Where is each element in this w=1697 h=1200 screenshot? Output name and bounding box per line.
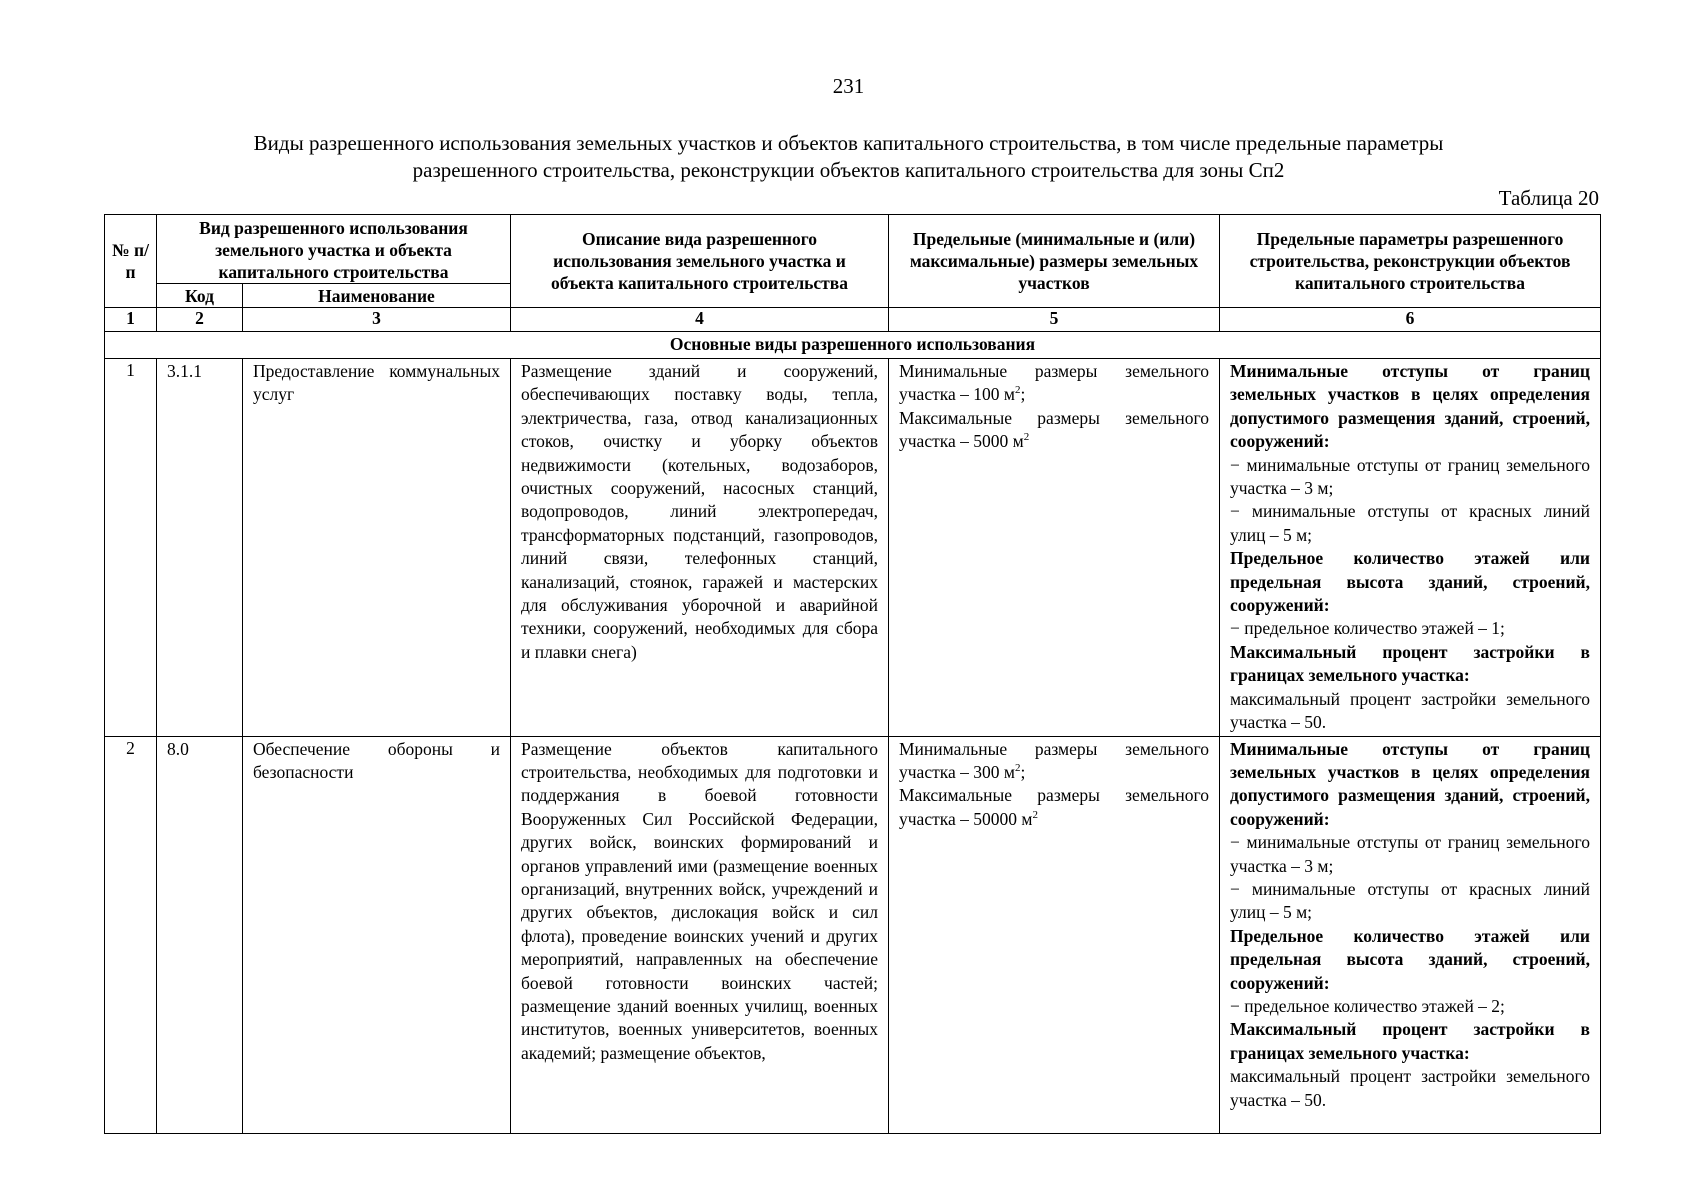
row-name: Обеспечение обороны и безопасности [243,736,511,1133]
row-num: 2 [105,736,157,1133]
section-title: Основные виды разрешенного использования [105,332,1601,359]
header-sizes: Предельные (минимальные и (или) максимальные) размеры земельных участков [889,215,1220,308]
header-code: Код [157,284,243,308]
column-number: 3 [243,308,511,332]
param-coverage-value: максимальный процент застройки земельного участка – 50. [1230,688,1590,733]
param-floors-value: − предельное количество этажей – 1; [1230,618,1505,639]
title-line-1: Виды разрешенного использования земельных участков и объектов капитального строительства, в том числе предельные параметры [253,131,1444,155]
column-numbers-row [105,308,1601,332]
page-number: 231 [832,74,865,98]
zoning-table [104,214,1601,1134]
param-setback-boundary: − минимальные отступы от границ земельного участка – 3 м; [1230,454,1590,499]
size-min: Минимальные размеры земельного участка – 300 $м^2$; [899,738,1209,782]
size-max: Максимальные размеры земельного участка – 50000 $м^2$ [899,785,1209,829]
param-setback-redline: − минимальные отступы от красных линий улиц – 5 м; [1230,878,1590,923]
section-row [105,332,1601,359]
column-number: 5 [889,308,1220,332]
column-number: 6 [1220,308,1601,332]
size-min: Минимальные размеры земельного участка – 100 $м^2$; [899,361,1209,405]
table-label: Таблица 20 [1498,186,1599,210]
row-name: Предоставление коммунальных услуг [243,359,511,737]
param-floors-value: − предельное количество этажей – 2; [1230,995,1505,1016]
document-title [140,130,1557,184]
header-type-group: Вид разрешенного использования земельного участка и объекта капитального строительства [157,215,511,284]
param-floors-heading: Предельное количество этажей или предельная высота зданий, строений, сооружений: [1230,548,1590,616]
row-sizes [889,736,1220,1133]
row-description: Размещение зданий и сооружений, обеспечивающих поставку воды, тепла, электричества, газа, отвод канализационных стоков, очистку и уборку объектов недвижимости (котельных, водозаборов, очистных сооружений, насосных станций, водопроводов, линий электропередач, трансформаторных подстанций, газопроводов, линий связи, телефонных станций, канализаций, стоянок, гаражей и мастерских для обслуживания уборочной и аварийной техники, сооружений, необходимых для сбора и плавки снега) [511,359,889,737]
row-params [1220,359,1601,737]
row-params [1220,736,1601,1133]
header-params: Предельные параметры разрешенного строительства, реконструкции объектов капитального строительства [1220,215,1601,308]
header-num: № п/п [105,215,157,308]
title-line-2: разрешенного строительства, реконструкции объектов капитального строительства для зоны Сп2 [412,158,1285,182]
header-description: Описание вида разрешенного использования земельного участка и объекта капитального строительства [511,215,889,308]
header-name: Наименование [243,284,511,308]
row-description: Размещение объектов капитального строительства, необходимых для подготовки и поддержания в боевой готовности Вооруженных Сил Российской Федерации, других войск, воинских формирований и органов управлений ими (размещение военных организаций, внутренних войск, учреждений и других объектов, дислокация войск и сил флота), проведение воинских учений и других мероприятий, направленных на обеспечение боевой готовности воинских частей; размещение зданий военных училищ, военных институтов, военных университетов, военных академий; размещение объектов, [511,736,889,1133]
param-setback-heading: Минимальные отступы от границ земельных участков в целях определения допустимого размещения зданий, строений, сооружений: [1230,738,1590,829]
row-sizes [889,359,1220,737]
table-row [105,359,1601,737]
row-num: 1 [105,359,157,737]
param-coverage-heading: Максимальный процент застройки в границах земельного участка: [1230,641,1590,686]
param-floors-heading: Предельное количество этажей или предельная высота зданий, строений, сооружений: [1230,925,1590,993]
column-number: 2 [157,308,243,332]
column-number: 1 [105,308,157,332]
param-coverage-value: максимальный процент застройки земельного участка – 50. [1230,1066,1590,1110]
param-setback-redline: − минимальные отступы от красных линий улиц – 5 м; [1230,501,1590,545]
param-setback-heading: Минимальные отступы от границ земельных участков в целях определения допустимого размещения зданий, строений, сооружений: [1230,361,1590,452]
row-code: 3.1.1 [157,359,243,737]
param-coverage-heading: Максимальный процент застройки в границах земельного участка: [1230,1019,1590,1063]
param-setback-boundary: − минимальные отступы от границ земельного участка – 3 м; [1230,832,1590,876]
size-max: Максимальные размеры земельного участка – 5000 $м^2$ [899,407,1209,452]
table-row [105,736,1601,1133]
row-code: 8.0 [157,736,243,1133]
column-number: 4 [511,308,889,332]
